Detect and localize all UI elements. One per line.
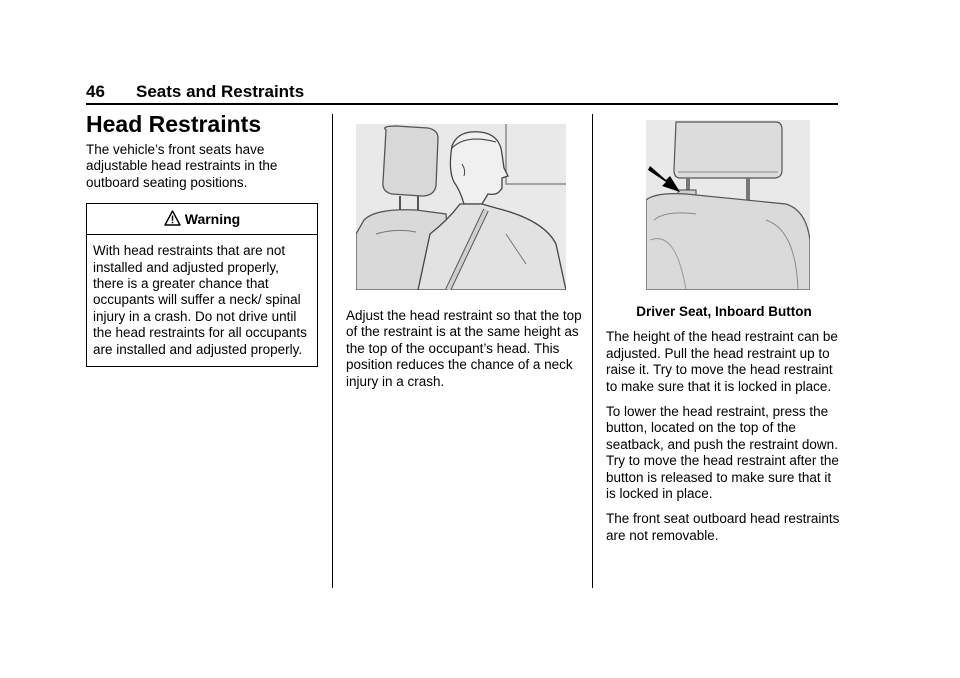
left-column xyxy=(86,110,322,367)
warning-header xyxy=(87,204,317,235)
adjust-paragraph: Adjust the head restraint so that the top of the restraint is at the same height as the top of the occupant’s head. This position reduces the chance of a neck injury in a crash. xyxy=(346,308,582,389)
head-restraint-button-illustration xyxy=(646,120,810,290)
lower-paragraph: To lower the head restraint, press the button, located on the top of the seatback, and push the restraint down. Try to move the head restraint after the button is released to make sure that it is locked in place. xyxy=(606,404,839,502)
page-number: 46 xyxy=(86,82,105,101)
warning-title: Warning xyxy=(184,211,241,228)
intro-paragraph: The vehicle’s front seats have adjustable head restraints in the outboard seating positions. xyxy=(86,142,278,190)
height-paragraph: The height of the head restraint can be adjusted. Pull the head restraint up to raise it. Try to move the head restraint to make sure that it is locked in place. xyxy=(606,329,838,394)
figure-caption: Driver Seat, Inboard Button xyxy=(636,304,812,319)
warning-triangle-icon xyxy=(164,210,181,229)
occupant-head-restraint-illustration xyxy=(356,124,566,290)
column-divider xyxy=(332,114,333,588)
warning-text: With head restraints that are not installed and adjusted properly, there is a greater chance that occupants will suffer a neck/ spinal injury in a crash. Do not drive until the head restraints for all occupants are installed and adjusted properly. xyxy=(93,243,307,357)
page-heading: Head Restraints xyxy=(86,111,262,137)
warning-box xyxy=(86,203,318,367)
not-removable-paragraph: The front seat outboard head restraints are not removable. xyxy=(606,511,840,543)
middle-column xyxy=(346,124,582,399)
section-title: Seats and Restraints xyxy=(136,82,305,101)
column-divider xyxy=(592,114,593,588)
right-column xyxy=(606,120,842,553)
header-rule xyxy=(86,103,838,105)
warning-body xyxy=(87,235,317,366)
